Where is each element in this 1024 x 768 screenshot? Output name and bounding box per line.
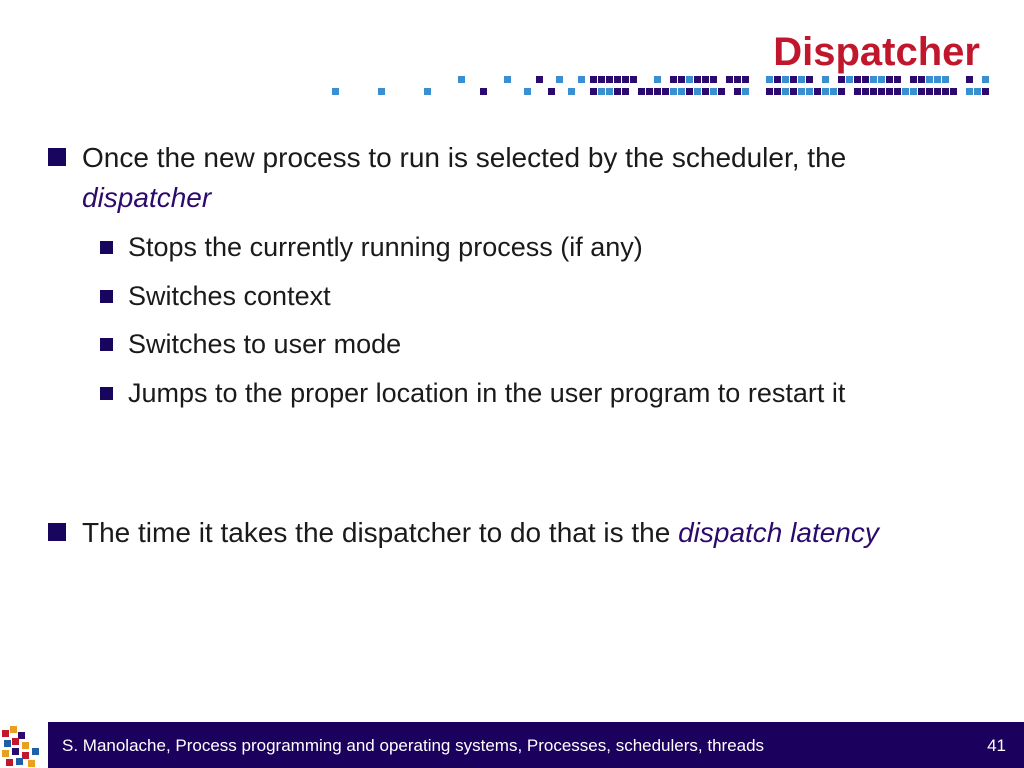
bullet-item-2 [48, 513, 978, 553]
slide-title: Dispatcher [773, 30, 980, 74]
page-number: 41 [987, 736, 1006, 755]
bullet-text-main: The time it takes the dispatcher to do that is the [82, 517, 679, 548]
sub-bullet-text: Switches context [128, 281, 331, 311]
slide-footer [0, 722, 1024, 768]
sub-bullet-text: Switches to user mode [128, 329, 402, 359]
sub-bullet-item [100, 373, 930, 413]
bullet-emphasis: dispatch latency [678, 517, 879, 548]
square-bullet-icon [100, 241, 113, 254]
bullet-item-1 [48, 138, 978, 218]
square-bullet-icon [100, 338, 113, 351]
square-bullet-icon [48, 148, 66, 166]
pixel-mosaic-logo-icon [0, 722, 48, 768]
bullet-emphasis: dispatcher [82, 182, 212, 213]
bullet-text-main: Once the new process to run is selected by the scheduler, the [82, 142, 847, 173]
sub-bullet-item [100, 227, 930, 267]
sub-bullet-text: Jumps to the proper location in the user program to restart it [128, 378, 846, 408]
square-bullet-icon [100, 290, 113, 303]
square-bullet-icon [100, 387, 113, 400]
sub-bullet-item [100, 276, 930, 316]
square-bullet-icon [48, 523, 66, 541]
bullet-text [82, 513, 879, 553]
sub-bullet-text: Stops the currently running process (if any) [128, 232, 643, 262]
sub-bullet-item [100, 324, 930, 364]
bullet-text [82, 138, 978, 218]
footer-text: S. Manolache, Process programming and operating systems, Processes, schedulers, threads [62, 736, 765, 755]
